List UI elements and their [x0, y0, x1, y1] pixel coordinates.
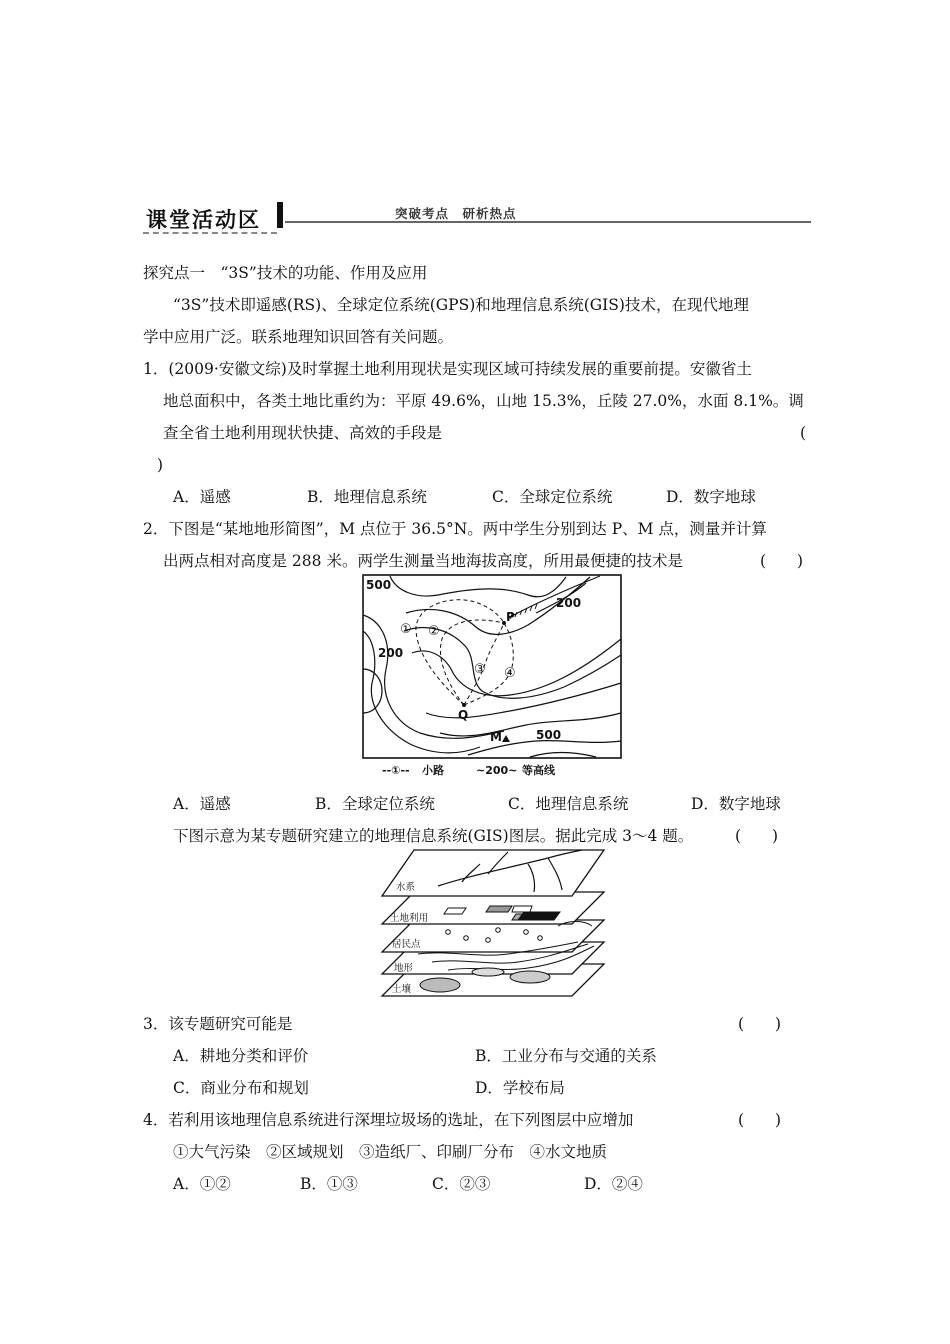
q3-stem: 3．该专题研究可能是 — [143, 1015, 293, 1033]
intro-line-2: 学中应用广泛。联系地理知识回答有关问题。 — [143, 328, 454, 346]
intro-line-1: “3S”技术即遥感(RS)、全球定位系统(GPS)和地理信息系统(GIS)技术，在现代地理 — [173, 296, 749, 314]
intro34-bracket: ( ) — [735, 827, 779, 845]
label-landuse: 土地利用 — [390, 913, 429, 924]
q3-option-b: B．工业分布与交通的关系 — [475, 1047, 657, 1065]
point-q — [462, 703, 466, 707]
legend-contour-symbol: ~200~ — [476, 764, 518, 777]
q1-option-a: A．遥感 — [173, 488, 231, 506]
layer-water — [382, 850, 604, 896]
settlement-6 — [538, 936, 543, 941]
intro34-text: 下图示意为某专题研究建立的地理信息系统(GIS)图层。据此完成 3～4 题。 — [173, 827, 694, 845]
topo-map — [360, 573, 625, 788]
label-m: M — [490, 730, 502, 744]
label-settlements: 居民点 — [392, 939, 421, 950]
q4-option-d: D．②④ — [584, 1175, 643, 1193]
label-200-left: 200 — [378, 646, 404, 660]
settlement-1 — [446, 930, 451, 935]
q4-option-c: C．②③ — [432, 1175, 491, 1193]
q4-items: ①大气污染 ②区域规划 ③造纸厂、印刷厂分布 ④水文地质 — [173, 1143, 608, 1161]
label-route-4: ④ — [504, 666, 516, 681]
q3-option-a: A．耕地分类和评价 — [173, 1047, 309, 1065]
banner-rule — [285, 221, 811, 223]
q3-option-c: C．商业分布和规划 — [173, 1079, 309, 1097]
q1-line-1: 1．(2009·安徽文综)及时掌握土地利用现状是实现区域可持续发展的重要前提。安徽省土 — [143, 360, 752, 378]
legend-path-label: 小路 — [422, 764, 444, 777]
section-heading: 探究点一 “3S”技术的功能、作用及应用 — [143, 264, 428, 282]
q3-bracket: ( ) — [738, 1015, 782, 1033]
q1-line-3: 查全省土地利用现状快捷、高效的手段是 — [163, 424, 443, 442]
settlement-3 — [486, 938, 491, 943]
q4-bracket: ( ) — [738, 1111, 782, 1129]
label-500-top: 500 — [366, 578, 392, 592]
q4-option-b: B．①③ — [300, 1175, 358, 1193]
banner-underline — [143, 232, 277, 234]
landuse-patch-4 — [512, 906, 532, 912]
banner-bar — [277, 202, 283, 228]
gis-layers-diagram — [378, 846, 608, 1002]
landuse-patch-5 — [518, 912, 560, 920]
soil-patch-3 — [510, 971, 550, 983]
q1-bracket-close: ) — [157, 456, 164, 474]
landuse-patch-2 — [486, 906, 512, 912]
label-terrain: 地形 — [394, 963, 414, 974]
legend-contour-label: 等高线 — [522, 764, 555, 777]
q4-option-a: A．①② — [173, 1175, 231, 1193]
q4-stem: 4．若利用该地理信息系统进行深埋垃圾场的选址，在下列图层中应增加 — [143, 1111, 634, 1129]
label-200-right: 200 — [556, 596, 582, 610]
q2-option-d: D．数字地球 — [691, 795, 781, 813]
q2-line-2: 出两点相对高度是 288 米。两学生测量当地海拔高度，所用最便捷的技术是 — [163, 552, 683, 570]
section-banner — [143, 196, 811, 236]
label-route-2: ② — [428, 624, 440, 639]
label-soil: 土壤 — [392, 984, 412, 995]
label-500-bottom: 500 — [536, 728, 562, 742]
q1-line-2: 地总面积中，各类土地比重约为：平原 49.6%，山地 15.3%，丘陵 27.0%，水面 8.1%。调 — [163, 392, 804, 410]
q2-option-b: B．全球定位系统 — [315, 795, 435, 813]
label-water: 水系 — [396, 882, 416, 893]
q3-option-d: D．学校布局 — [475, 1079, 565, 1097]
banner-title: 课堂活动区 — [146, 208, 261, 232]
label-p: P — [506, 610, 515, 624]
q1-option-b: B．地理信息系统 — [307, 488, 427, 506]
settlement-5 — [524, 930, 529, 935]
banner-subtitle: 突破考点 研析热点 — [395, 206, 517, 221]
settlement-4 — [496, 928, 501, 933]
q2-bracket: ( ) — [760, 552, 804, 570]
label-route-3: ③ — [474, 662, 486, 677]
q2-line-1: 2．下图是“某地地形简图”，M 点位于 36.5°N。两中学生分别到达 P、M 点，测量并计算 — [143, 520, 767, 538]
soil-patch-2 — [472, 968, 504, 976]
q1-option-c: C．全球定位系统 — [492, 488, 613, 506]
label-q: Q — [458, 708, 469, 722]
soil-patch-1 — [420, 978, 460, 992]
q2-option-a: A．遥感 — [173, 795, 231, 813]
q1-option-d: D．数字地球 — [666, 488, 756, 506]
settlement-2 — [464, 936, 469, 941]
q1-bracket-open: ( — [800, 424, 807, 442]
landuse-patch-1 — [444, 908, 466, 914]
label-route-1: ① — [400, 622, 412, 637]
legend-path-symbol: --①-- — [382, 764, 410, 777]
q2-option-c: C．地理信息系统 — [508, 795, 629, 813]
